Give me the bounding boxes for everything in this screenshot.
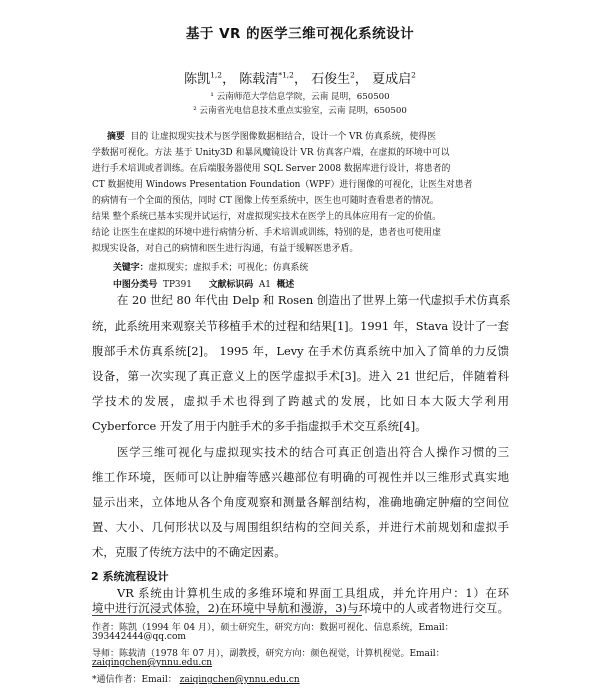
body-line: 腹部手术仿真系统[2]。 1995 年，Levy 在手术仿真系统中加入了简单的力反馈 <box>92 344 509 358</box>
footnote-email: 393442444@qq.com <box>92 632 186 642</box>
body-line: Cyberforce 开发了用于内脏手术的多手指虚拟手术交互系统[4]。 <box>92 419 427 433</box>
body-line: 置、大小、几何形状以及与周围组织结构的空间关系，并进行术前规划和虚拟手 <box>92 520 509 534</box>
abstract-line: 摘要 目的 让虚拟现实技术与医学图像数据相结合，设计一个 VR 仿真系统，使得医 <box>107 132 436 142</box>
author-sup: *1,2 <box>278 70 294 80</box>
body-line: 在 20 世纪 80 年代由 Delp 和 Rosen 创造出了世界上第一代虚拟手术仿真系 <box>117 293 511 307</box>
footnote-email-link[interactable]: zaiqingchen@ynnu.edu.cn <box>92 658 213 668</box>
abstract-line: CT 数据使用 Windows Presentation Foundation（WPF）进行图像的可视化，让医生对患者 <box>92 180 473 190</box>
author-name: 夏成启 <box>372 72 412 87</box>
footnote-rule <box>92 615 362 616</box>
footnote-advisor: 导师：陈载清（1978 年 07 月），副教授，研究方向：颜色视觉，计算机视觉。Email： <box>92 649 445 659</box>
classification-line: 中图分类号 TP391 文献标识码 A1 概述 <box>113 280 295 290</box>
author-list: 陈凯$^{1,2}$， 陈载清$^{*1,2}$， 石俊生$^2$， 夏成启$^2$ <box>184 70 416 87</box>
author-name: 陈载清 <box>239 72 279 87</box>
abstract-line: 学数据可视化。方法 基于 Unity3D 和暴风魔镜设计 VR 仿真客户端，在虚拟的环境中可以 <box>92 148 450 158</box>
author-name: 石俊生 <box>311 72 351 87</box>
body-line: 境中进行沉浸式体验，2)在环境中导航和漫游，3)与环境中的人或者物进行交互。 <box>92 601 509 615</box>
body-line: 术，克服了传统方法中的不确定因素。 <box>92 545 286 559</box>
paper-title: 基于 VR 的医学三维可视化系统设计 <box>185 26 415 42</box>
abstract-line: 进行手术培训或者训练。在后端服务器使用 SQL Server 2008 数据库进行设计，将患者的 <box>92 164 451 174</box>
affiliation-2: ² 云南省光电信息技术重点实验室，云南 昆明，650500 <box>193 106 407 116</box>
abstract-line: 结论 让医生在虚拟的环境中进行病情分析、手术培训或训练，特别的是，患者也可使用虚 <box>92 228 441 238</box>
keywords <box>113 260 308 273</box>
section-heading: 2 系统流程设计 <box>91 570 169 583</box>
author-sup: 2 <box>411 70 416 80</box>
footnote-corresponding: *通信作者：Email： zaiqingchen@ynnu.edu.cn <box>92 675 300 685</box>
abstract-line: 的病情有一个全面的预估，同时 CT 图像上传至系统中，医生也可随时查看患者的情况。 <box>92 196 439 206</box>
body-line: VR 系统由计算机生成的多维环境和界面工具组成，并允许用户：1）在环 <box>117 586 509 600</box>
author-sup: 1,2 <box>210 70 223 80</box>
keywords-label: 关键字： <box>113 263 149 273</box>
author-name: 陈凯 <box>184 72 211 87</box>
keywords-text: 虚拟现实；虚拟手术；可视化；仿真系统 <box>148 263 309 273</box>
body-line: 维工作环境，医师可以让肿瘤等感兴趣部位有明确的可视性并以三维形式真实地 <box>92 470 509 484</box>
body-line: 医学三维可视化与虚拟现实技术的结合可真正创造出符合人操作习惯的三 <box>117 445 509 459</box>
affiliation-1: ¹ 云南师范大学信息学院，云南 昆明，650500 <box>210 92 390 102</box>
body-line: 设备，第一次实现了真正意义上的医学虚拟手术[3]。进入 21 世纪后，伴随着科 <box>92 369 509 383</box>
abstract-line: 拟现实设备，对自己的病情和医生进行沟通，有益于缓解医患矛盾。 <box>92 244 359 254</box>
body-line: 显示出来，立体地从各个角度观察和测量各解剖结构，准确地确定肿瘤的空间位 <box>92 495 509 509</box>
section-title-overview: 概述 <box>276 280 295 290</box>
body-line: 统，此系统用来观察关节移植手术的过程和结果[1]。1991 年，Stava 设计了一套 <box>92 319 509 333</box>
body-line: 学技术的发展，虚拟手术也得到了跨越式的发展，比如日本大阪大学利用 <box>92 394 509 408</box>
author-sup: 2 <box>350 70 355 80</box>
abstract-label: 摘要 <box>107 132 125 142</box>
footnote-author: 作者：陈凯（1994 年 04 月），硕士研究生，研究方向：数据可视化、信息系统，Email： <box>92 623 454 633</box>
abstract-line: 结果 整个系统已基本实现并试运行，对虚拟现实技术在医学上的具体应用有一定的价值。 <box>92 212 441 222</box>
abstract-block <box>92 129 512 257</box>
corresponding-email-link[interactable]: zaiqingchen@ynnu.edu.cn <box>179 675 300 685</box>
